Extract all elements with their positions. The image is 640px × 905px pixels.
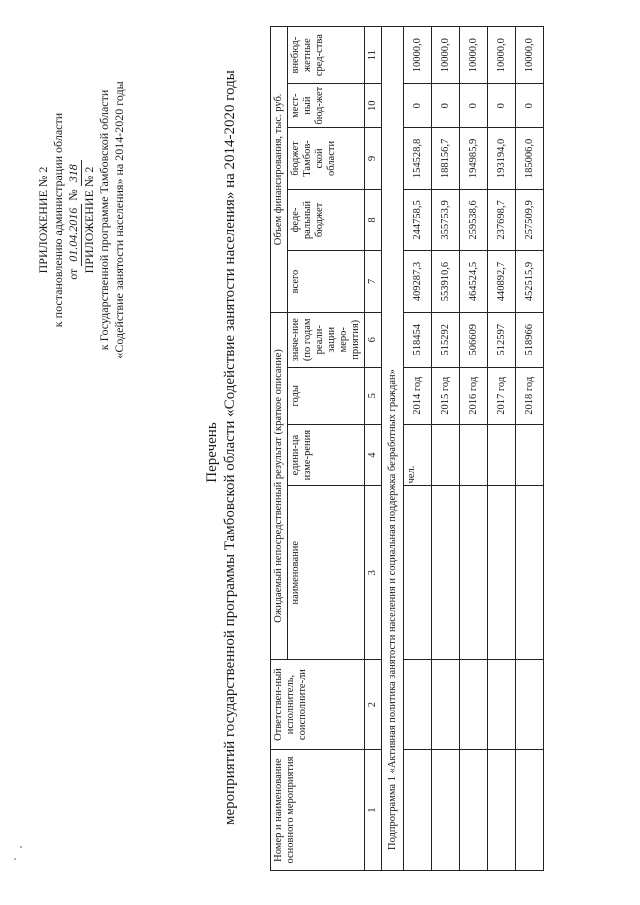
- year-cell: 2015 год: [432, 367, 460, 424]
- local-cell: 0: [516, 84, 544, 128]
- col-number: 5: [365, 367, 382, 424]
- federal-cell: 257509,9: [516, 189, 544, 251]
- document-subtitle: мероприятий государственной программы Тамбовской области «Содействие занятости населения» на 2014-2020 годы: [222, 70, 238, 825]
- header-executor: Ответствен-ный исполнитель, соисполните-ли: [271, 660, 365, 750]
- header-federal: феде-ральный бюджет: [288, 189, 365, 251]
- col-number: 11: [365, 27, 382, 84]
- subprogram-title: Подпрограмма 1 «Активная политика занятости населения и социальная поддержка безработных граждан»: [382, 27, 404, 871]
- column-number-row: [365, 27, 382, 871]
- local-cell: 0: [432, 84, 460, 128]
- federal-cell: 244758,5: [404, 189, 432, 251]
- local-cell: 0: [460, 84, 488, 128]
- value-cell: 518454: [404, 312, 432, 367]
- header-years: годы: [288, 367, 365, 424]
- local-cell: 0: [404, 84, 432, 128]
- document-title: Перечень: [204, 422, 220, 483]
- col-number: 4: [365, 424, 382, 486]
- resolution-date: 01.04.2016: [66, 204, 82, 266]
- subprogram-row: [382, 27, 404, 871]
- header-row-1: [271, 27, 288, 871]
- federal-cell: 237698,7: [488, 189, 516, 251]
- appendix-label-2: ПРИЛОЖЕНИЕ № 2: [82, 166, 96, 274]
- value-cell: 506609: [460, 312, 488, 367]
- resolution-date-line: от 01.04.2016 № 318: [66, 35, 82, 405]
- header-result: Ожидаемый непосредственный результат (краткое описание): [271, 312, 288, 659]
- header-regional: бюджет Тамбов-ской области: [288, 128, 365, 190]
- local-cell: 0: [488, 84, 516, 128]
- resolution-number: 318: [66, 160, 82, 186]
- header-total: всего: [288, 251, 365, 313]
- regional-cell: 185006,0: [516, 128, 544, 190]
- col-number: 8: [365, 189, 382, 251]
- col-number: 7: [365, 251, 382, 313]
- header-financing: Объем финансирования, тыс. руб.: [271, 27, 288, 313]
- value-cell: 512597: [488, 312, 516, 367]
- col-number: 10: [365, 84, 382, 128]
- offbudget-cell: 10000,0: [460, 27, 488, 84]
- regional-cell: 193194,0: [488, 128, 516, 190]
- regional-cell: 194985,9: [460, 128, 488, 190]
- header-unit: едини-ца изме-рения: [288, 424, 365, 486]
- regional-cell: 188156,7: [432, 128, 460, 190]
- col-number: 6: [365, 312, 382, 367]
- col-number: 1: [365, 750, 382, 871]
- scan-speck: [14, 858, 16, 860]
- header-name: наименование: [288, 486, 365, 660]
- table-row: [432, 27, 460, 871]
- value-cell: 515292: [432, 312, 460, 367]
- col-number: 2: [365, 660, 382, 750]
- year-cell: 2018 год: [516, 367, 544, 424]
- total-cell: 452515,9: [516, 251, 544, 313]
- federal-cell: 355753,9: [432, 189, 460, 251]
- total-cell: 409287,3: [404, 251, 432, 313]
- appendix-label: ПРИЛОЖЕНИЕ № 2: [36, 166, 50, 274]
- table-row: [488, 27, 516, 871]
- header-value: значе-ние (по годам реали-зации меро-приятия): [288, 312, 365, 367]
- regional-cell: 154528,8: [404, 128, 432, 190]
- table-row: [404, 27, 432, 871]
- year-cell: 2017 год: [488, 367, 516, 424]
- offbudget-cell: 10000,0: [404, 27, 432, 84]
- offbudget-cell: 10000,0: [516, 27, 544, 84]
- year-cell: 2016 год: [460, 367, 488, 424]
- program-reference: к Государственной программе Тамбовской области: [97, 89, 111, 351]
- total-cell: 553910,6: [432, 251, 460, 313]
- header-offbudget: внебюд-жетные сред-ства: [288, 27, 365, 84]
- program-name: «Содействие занятости населения» на 2014-2020 годы: [112, 81, 126, 359]
- federal-cell: 259538,6: [460, 189, 488, 251]
- appendix-header: [36, 35, 127, 405]
- measures-table: [270, 26, 544, 871]
- col-number: 9: [365, 128, 382, 190]
- table-row: [516, 27, 544, 871]
- offbudget-cell: 10000,0: [488, 27, 516, 84]
- year-cell: 2014 год: [404, 367, 432, 424]
- header-local: мест-ный бюд-жет: [288, 84, 365, 128]
- col-number: 3: [365, 486, 382, 660]
- resolution-reference: к постановлению администрации области: [51, 112, 65, 328]
- total-cell: 464524,5: [460, 251, 488, 313]
- unit-cell: чел.: [404, 424, 432, 486]
- header-measure: Номер и наименование основного мероприятия: [271, 750, 365, 871]
- value-cell: 518966: [516, 312, 544, 367]
- total-cell: 440892,7: [488, 251, 516, 313]
- table-row: [460, 27, 488, 871]
- scan-speck: [20, 846, 22, 848]
- offbudget-cell: 10000,0: [432, 27, 460, 84]
